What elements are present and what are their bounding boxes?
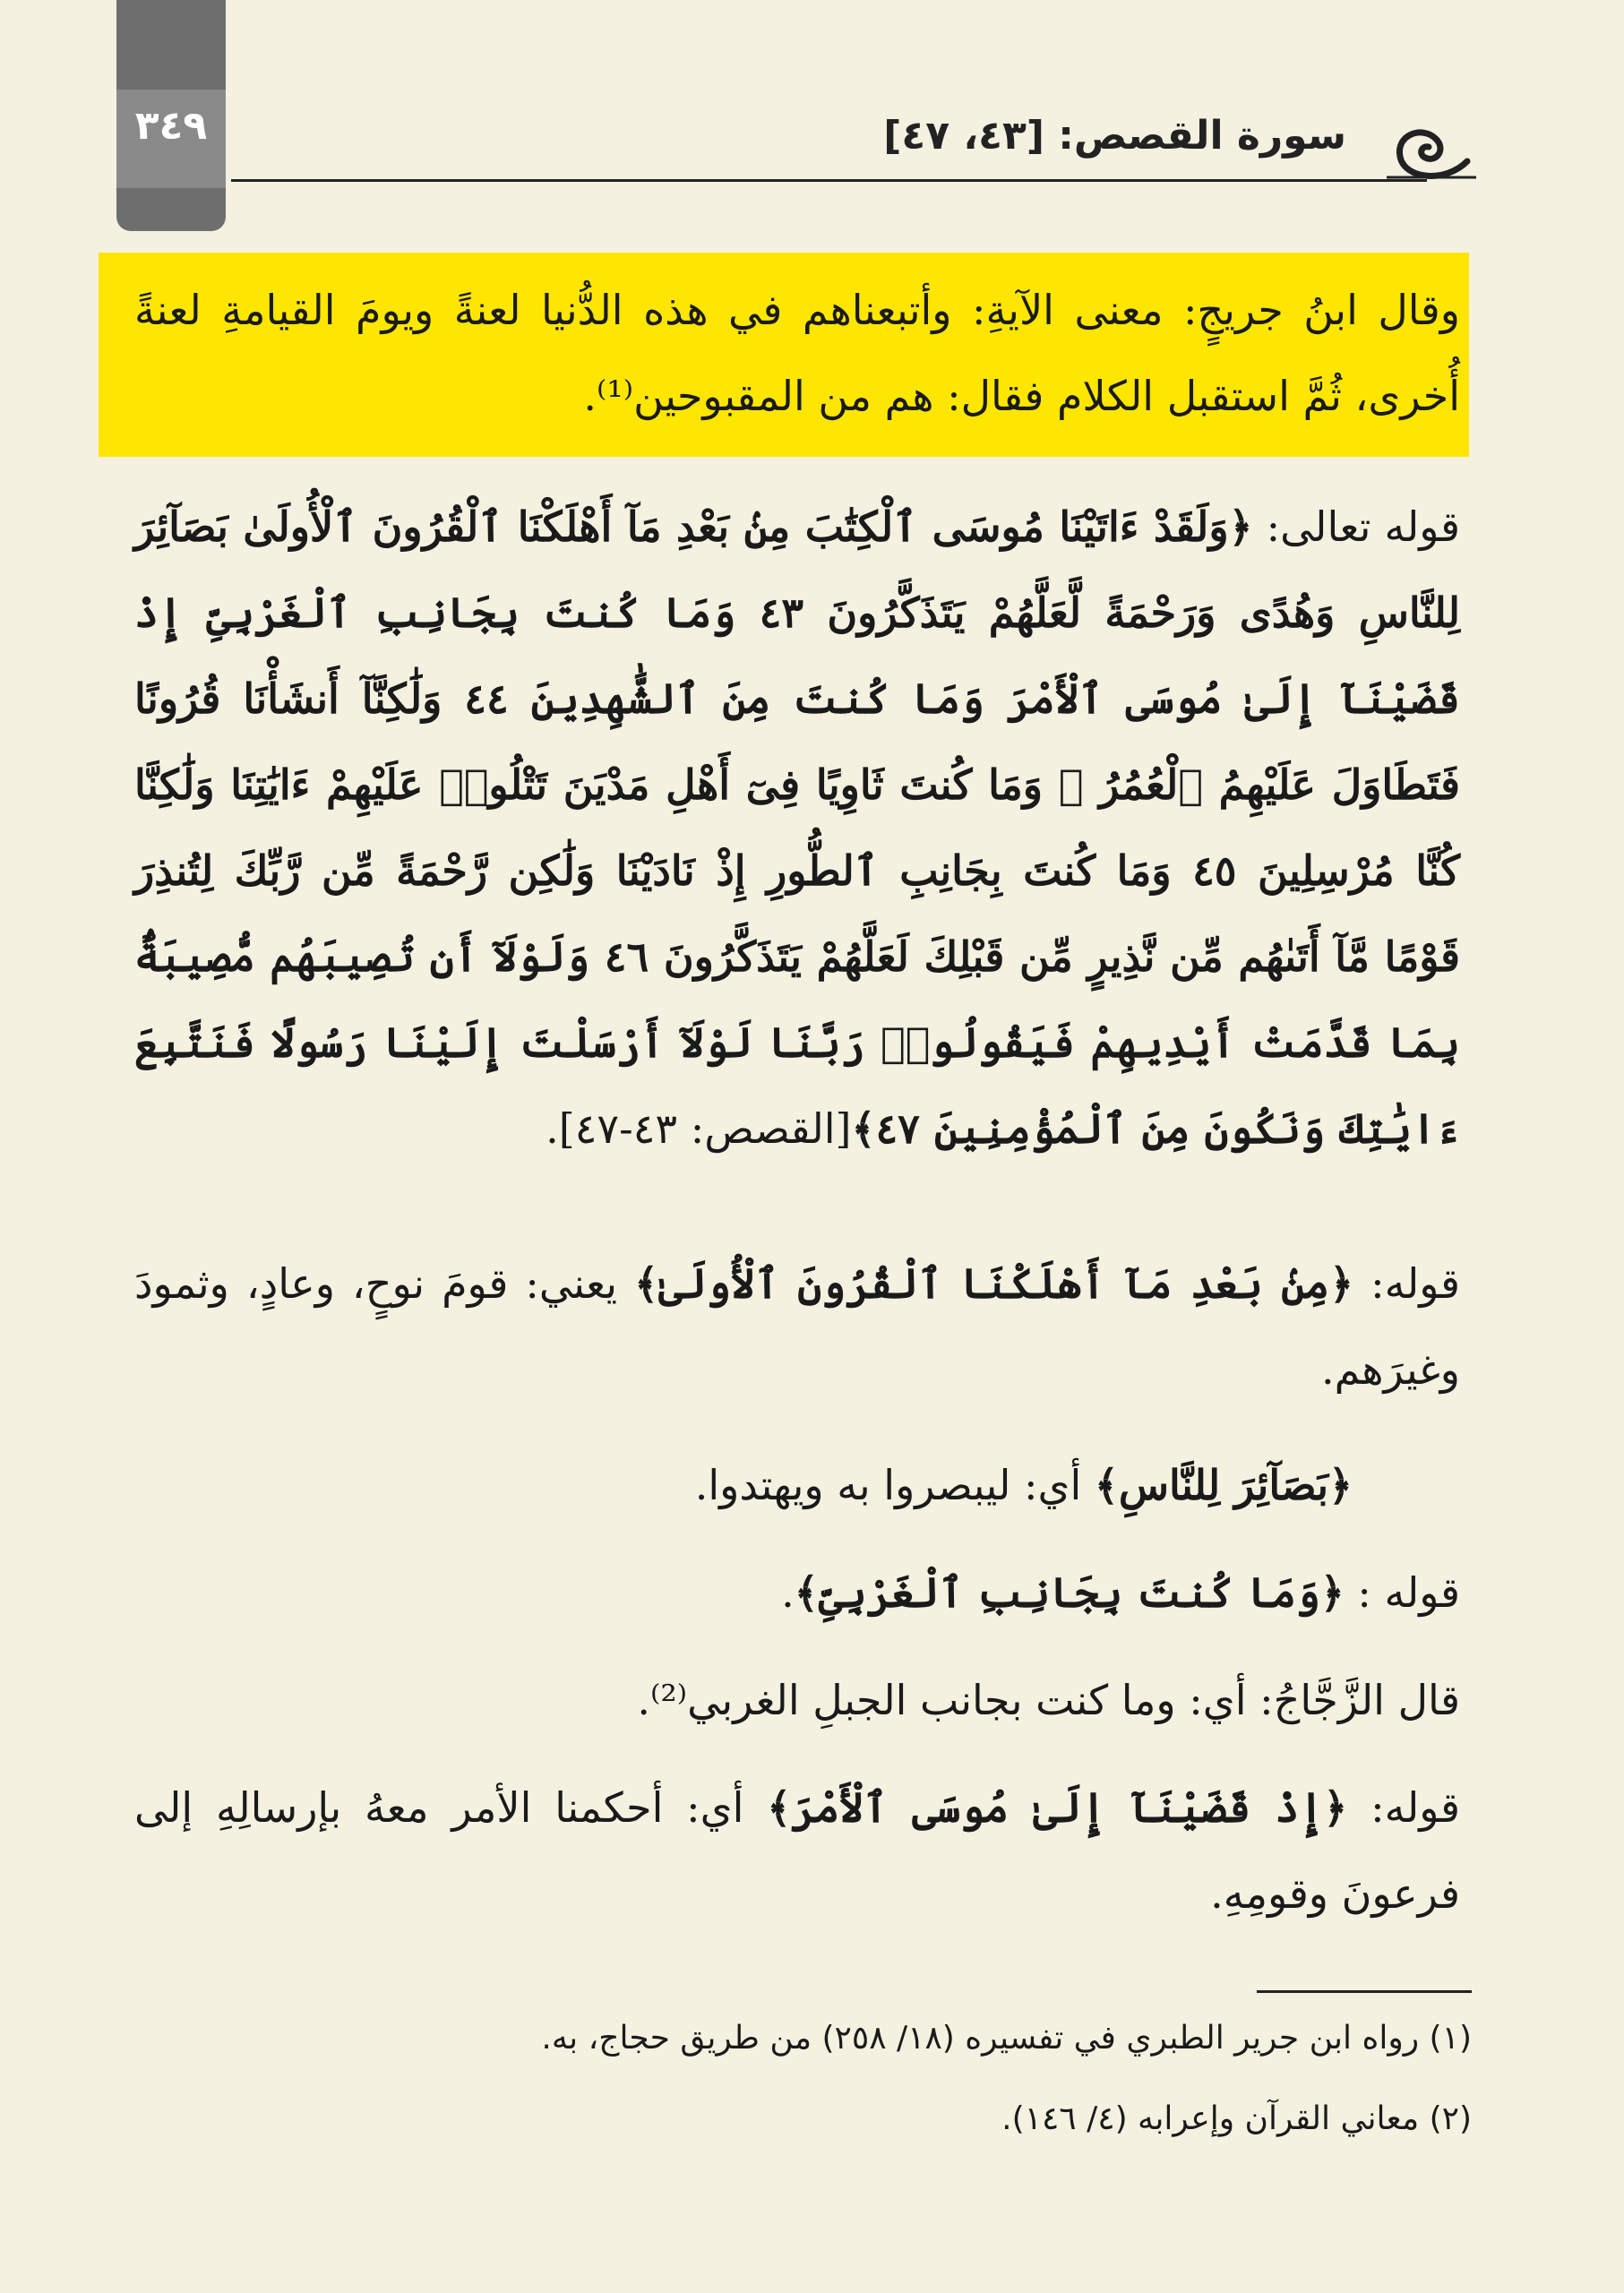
footnote-2: (٢) معاني القرآن وإعرابه (٤/ ١٤٦). [1001, 2100, 1472, 2137]
page-number-tab [116, 0, 226, 231]
intro-text: قوله: [1353, 1259, 1460, 1308]
paragraph-ibn-jurayj: وقال ابنُ جريجٍ: معنى الآيةِ: وأتبعناهم في هذه الدُّنيا لعنةً ويومَ القيامةِ لعنةً أُخرى، ثُمَّ استقبل الكلام فقال: هم من المقبوحين⁽¹⁾. [134, 286, 1460, 420]
running-title: سورة القصص: [٤٣، ٤٧] [883, 113, 1346, 159]
quran-quote: ﴿بَصَآئِرَ لِلنَّاسِ﴾ [1094, 1461, 1353, 1509]
quran-quote: ﴿مِنۢ بَعْدِ مَآ أَهْلَكْنَا ٱلْقُرُونَ ٱلْأُولَىٰ﴾ [634, 1259, 1354, 1308]
quran-quote: ﴿إِذْ قَضَيْنَآ إِلَىٰ مُوسَى ٱلْأَمْرَ﴾ [767, 1783, 1348, 1832]
paragraph-wa-ma-kunta [134, 1550, 1460, 1636]
paragraph-zajjaj: قال الزَّجَّاجُ: أي: وما كنت بجانب الجبلِ الغربي⁽²⁾. [637, 1676, 1460, 1724]
footnote-rule [1257, 1990, 1472, 1993]
header-rule [231, 179, 1427, 182]
explanation-text: أي: أحكمنا الأمر معهُ بإرسالِهِ إلى فرعونَ وقومِهِ. [134, 1783, 1460, 1918]
paragraph-min-bad [134, 1241, 1460, 1413]
explanation-text: يعني: قومَ نوحٍ، وعادٍ، وثمودَ وغيرَهم. [134, 1259, 1460, 1394]
intro-text: قوله : [1344, 1568, 1460, 1617]
quran-verses: ﴿وَلَقَدْ ءَاتَيْنَا مُوسَى ٱلْكِتَٰبَ مِنۢ بَعْدِ مَآ أَهْلَكْنَا ٱلْقُرُونَ ٱلْأُولَىٰ بَصَآئِرَ لِلنَّاسِ وَهُدًى وَرَحْمَةً لَّعَلَّهُمْ يَتَذَكَّرُونَ ٤٣ وَمَا كُنتَ بِجَانِبِ ٱلْغَرْبِىِّ إِذْ قَضَيْنَآ إِلَىٰ مُوسَى ٱلْأَمْرَ وَمَا كُنتَ مِنَ ٱلشَّٰهِدِينَ ٤٤ وَلَٰكِنَّآ أَنشَأْنَا قُرُونًا فَتَطَاوَلَ عَلَيْهِمُ ٱلْعُمُرُ ۚ وَمَا كُنتَ ثَاوِيًا فِىٓ أَهْلِ مَدْيَنَ تَتْلُوا۟ عَلَيْهِمْ ءَايَٰتِنَا وَلَٰكِنَّا كُنَّا مُرْسِلِينَ ٤٥ وَمَا كُنتَ بِجَانِبِ ٱلطُّورِ إِذْ نَادَيْنَا وَلَٰكِن رَّحْمَةً مِّن رَّبِّكَ لِتُنذِرَ قَوْمًا مَّآ أَتَىٰهُم مِّن نَّذِيرٍ مِّن قَبْلِكَ لَعَلَّهُمْ يَتَذَكَّرُونَ ٤٦ وَلَوْلَآ أَن تُصِيبَهُم مُّصِيبَةٌۢ بِمَا قَدَّمَتْ أَيْدِيهِمْ فَيَقُولُوا۟ رَبَّنَا لَوْلَآ أَرْسَلْتَ إِلَيْنَا رَسُولًا فَنَتَّبِعَ ءَايَٰتِكَ وَنَكُونَ مِنَ ٱلْمُؤْمِنِينَ ٤٧﴾ [134, 502, 1461, 1153]
quran-quote: ﴿وَمَا كُنتَ بِجَانِبِ ٱلْغَرْبِىِّ﴾ [794, 1568, 1345, 1617]
explanation-text: . [781, 1568, 795, 1617]
paragraph-quran-passage [134, 484, 1460, 1172]
footnote-1: (١) رواه ابن جرير الطبري في تفسيره (١٨/ ٢٥٨) من طريق حجاج، به. [541, 2020, 1472, 2057]
verse-reference: [القصص: ٤٣-٤٧]. [546, 1104, 852, 1153]
paragraph-basair [134, 1442, 1353, 1528]
page-number: ٣٤٩ [134, 103, 208, 149]
header-ornament-icon [1382, 107, 1481, 188]
intro-text: قوله: [1347, 1783, 1461, 1832]
explanation-text: أي: ليبصروا به ويهتدوا. [694, 1461, 1095, 1509]
paragraph-idh-qadayna [134, 1765, 1460, 1937]
intro-text: قوله تعالى: [1252, 502, 1460, 551]
